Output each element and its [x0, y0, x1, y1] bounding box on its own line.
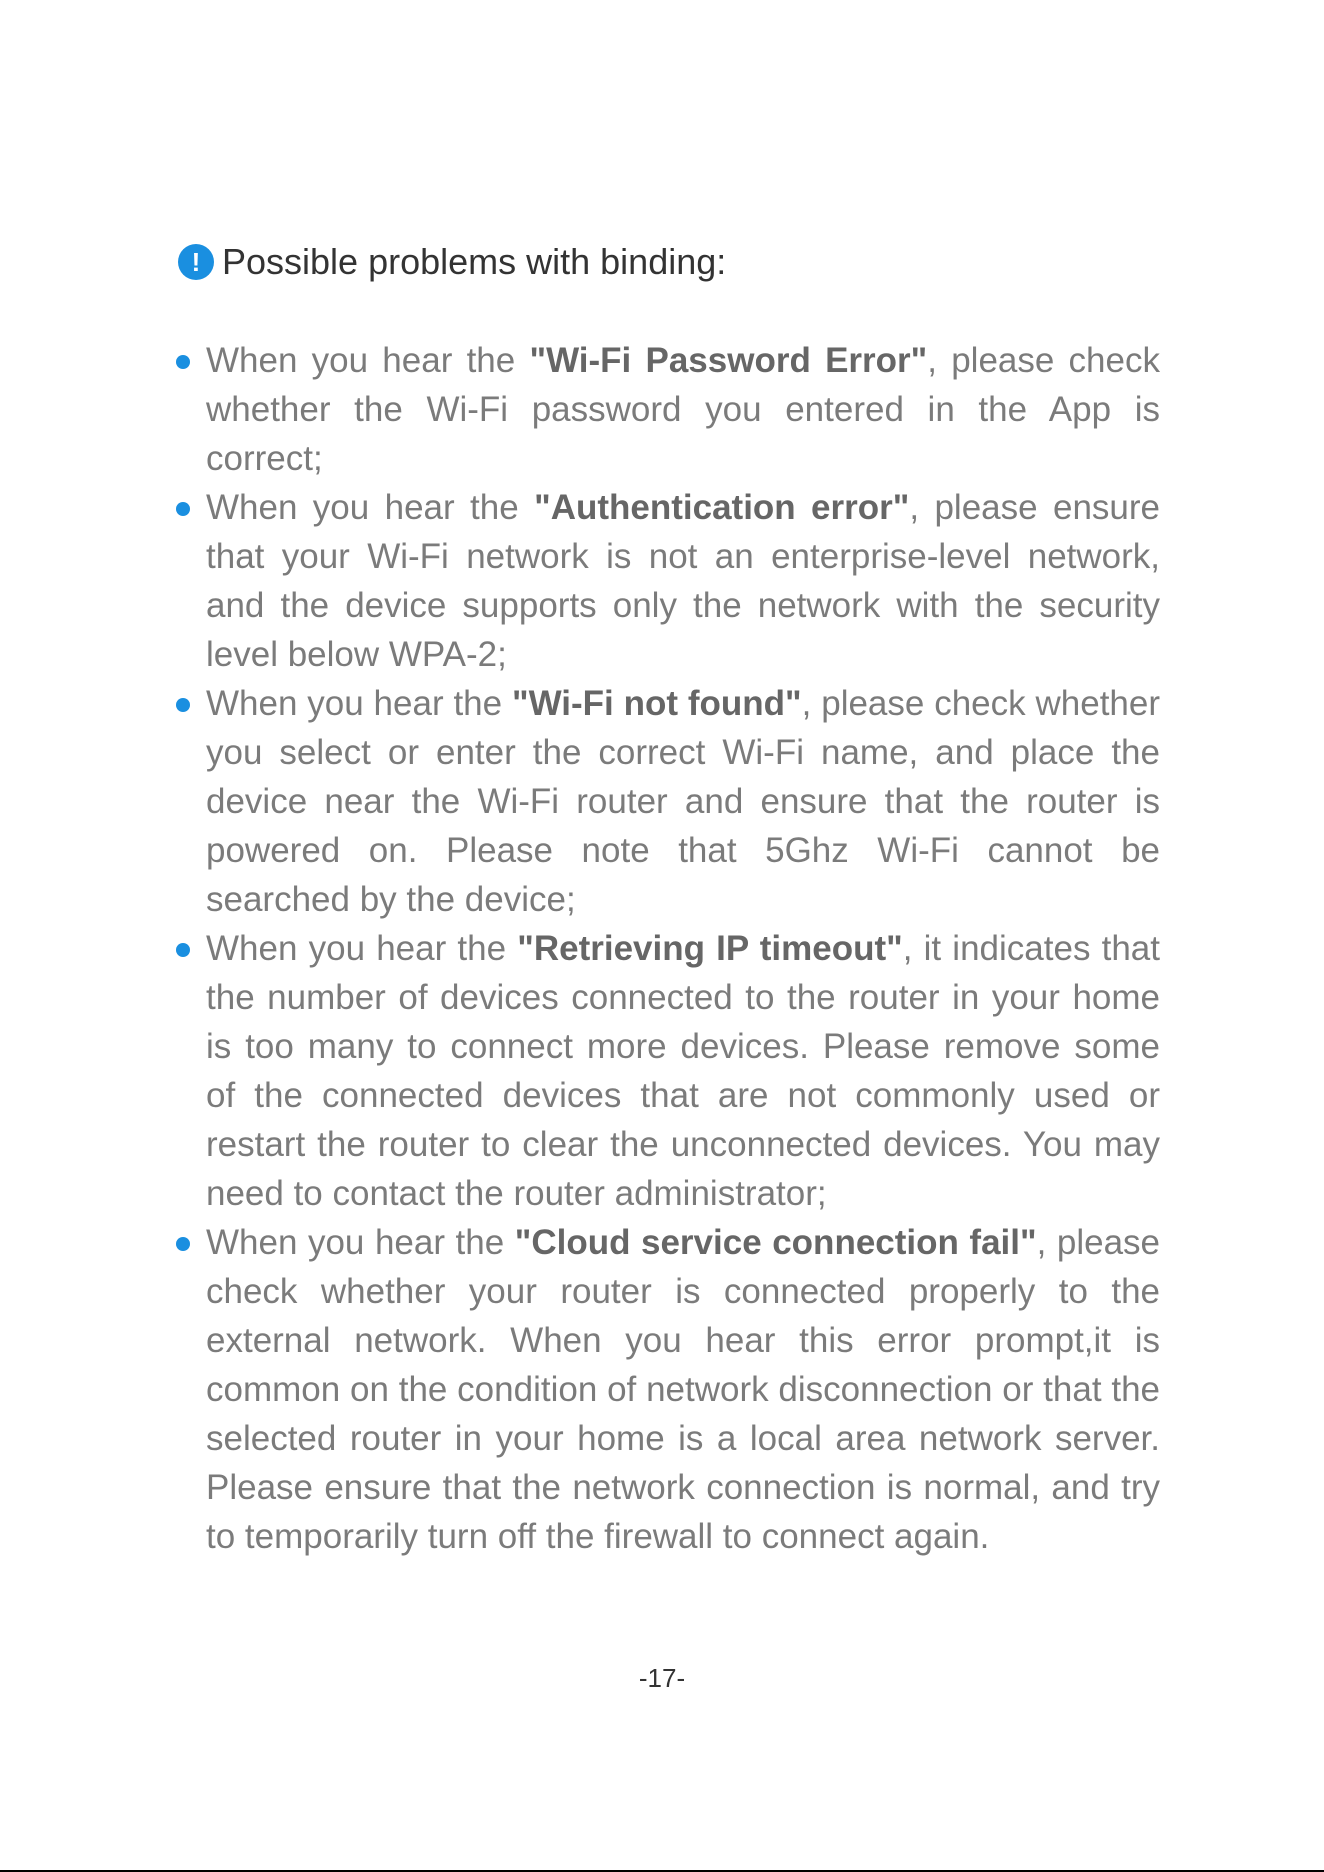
bullet-dot-icon	[176, 1237, 190, 1251]
item-description: , please check whether your router is connected properly to the external network. When you hear this error prompt,it is common on the condition of network disconnection or that the selected router in your home is a local area network server. Please ensure that the network connection is normal, and try to temporarily turn off the firewall to connect again.	[206, 1223, 1160, 1556]
item-error-name: "Retrieving IP timeout"	[517, 929, 903, 968]
item-error-name: "Cloud service connection fail"	[514, 1223, 1037, 1262]
item-prefix: When you hear the	[206, 1223, 515, 1262]
section-heading	[178, 238, 726, 286]
item-description: , please ensure that your Wi-Fi network is not an enterprise-level network, and the device supports only the network with the security level below WPA-2;	[206, 488, 1160, 674]
item-prefix: When you hear the	[206, 488, 535, 527]
bullet-dot-icon	[176, 355, 190, 369]
bullet-dot-icon	[176, 698, 190, 712]
item-prefix: When you hear the	[206, 929, 518, 968]
page-number: -17-	[638, 1663, 686, 1693]
item-prefix: When you hear the	[206, 684, 512, 723]
bullet-dot-icon	[176, 943, 190, 957]
exclamation-circle-icon: !	[178, 244, 214, 280]
list-item	[176, 924, 1160, 1218]
list-item	[176, 336, 1160, 483]
list-item	[176, 679, 1160, 924]
item-description: , please check whether the Wi-Fi password you entered in the App is correct;	[206, 341, 1160, 478]
item-description: , it indicates that the number of devices connected to the router in your home is too many to connect more devices. Please remove some of the connected devices that are not commonly used or restart the router to clear the unconnected devices. You may need to contact the router administrator;	[206, 929, 1160, 1213]
problem-list	[176, 336, 1160, 1561]
list-item	[176, 1218, 1160, 1561]
item-error-name: "Authentication error"	[534, 488, 910, 527]
item-prefix: When you hear the	[206, 341, 530, 380]
list-item	[176, 483, 1160, 679]
item-description: , please check whether you select or enter the correct Wi-Fi name, and place the device near the Wi-Fi router and ensure that the router is powered on. Please note that 5Ghz Wi-Fi cannot be searched by the device;	[206, 684, 1161, 919]
section-heading-text: Possible problems with binding:	[222, 241, 727, 282]
item-error-name: "Wi-Fi Password Error"	[529, 341, 928, 380]
bullet-dot-icon	[176, 502, 190, 516]
item-error-name: "Wi-Fi not found"	[511, 684, 802, 723]
